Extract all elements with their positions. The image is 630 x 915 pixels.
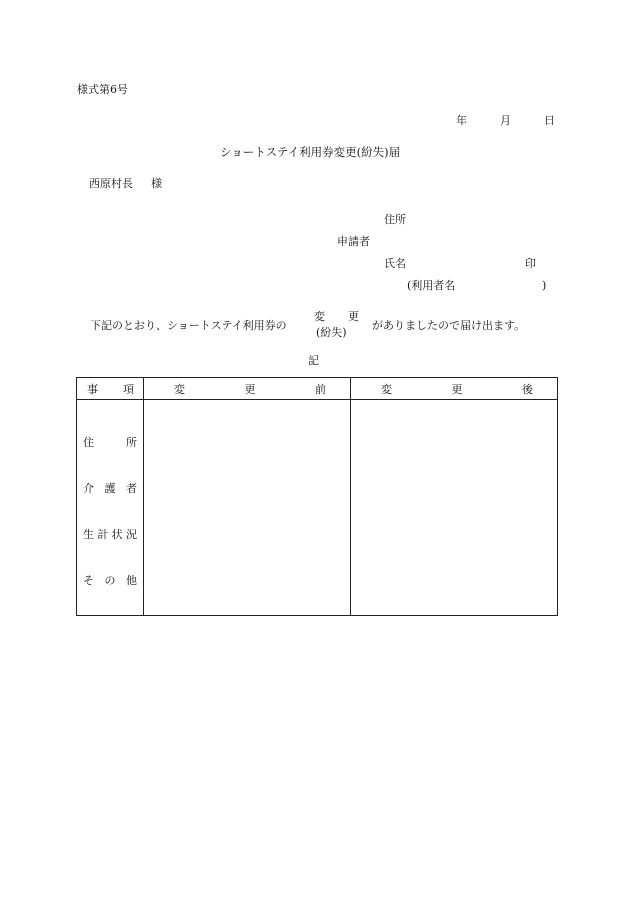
header-after-char: 後	[522, 382, 533, 396]
item-char: 況	[125, 528, 137, 541]
page-title: ショートステイ利用券変更(紛失)届	[220, 145, 401, 159]
item-livelihood	[83, 526, 137, 542]
date-month-label: 月	[500, 114, 511, 127]
name-label: 氏名	[384, 257, 406, 270]
note-heading: 記	[308, 354, 319, 367]
seal-mark: 印	[525, 257, 536, 270]
header-after-char: 変	[381, 382, 392, 396]
header-before-char: 更	[244, 382, 256, 396]
header-after	[351, 378, 558, 400]
statement-option-lost: (紛失)	[316, 326, 347, 339]
user-name-open: (利用者名	[407, 279, 456, 292]
item-char: 所	[126, 436, 137, 449]
item-char: 住	[83, 436, 94, 449]
item-char: 護	[104, 482, 116, 495]
item-char: 他	[126, 574, 137, 587]
item-char: 者	[126, 482, 137, 495]
change-record-table	[76, 377, 558, 616]
item-address	[83, 434, 137, 450]
header-before	[144, 378, 351, 400]
item-char: 介	[83, 482, 94, 495]
date-year-label: 年	[456, 114, 467, 127]
statement-option-change-1: 変	[314, 310, 325, 323]
addressee-name: 西原村長	[89, 177, 133, 190]
statement-prefix: 下記のとおり、ショートステイ利用券の	[90, 319, 287, 332]
applicant-role-label: 申請者	[337, 235, 370, 248]
item-caregiver	[83, 480, 137, 496]
after-column-cell[interactable]	[351, 400, 558, 616]
table-body-row	[77, 400, 558, 616]
header-item-char: 事	[87, 382, 98, 396]
item-column	[77, 400, 144, 616]
item-char: の	[104, 574, 116, 587]
before-column-cell[interactable]	[144, 400, 351, 616]
header-before-char: 変	[174, 382, 185, 396]
item-char: 計	[97, 528, 109, 541]
date-line	[456, 115, 555, 126]
item-other	[83, 572, 137, 588]
item-char: そ	[83, 574, 94, 587]
header-item	[77, 378, 144, 400]
statement-option-change-2: 更	[348, 310, 359, 323]
statement-suffix: がありましたので届け出ます。	[372, 319, 526, 332]
header-item-char: 項	[123, 382, 134, 396]
item-char: 状	[111, 528, 123, 541]
date-day-label: 日	[544, 114, 555, 127]
address-label: 住所	[384, 213, 406, 226]
header-after-char: 更	[451, 382, 463, 396]
table-header-row	[77, 378, 558, 400]
header-before-char: 前	[315, 382, 326, 396]
user-name-close: )	[542, 279, 547, 292]
addressee	[89, 178, 162, 189]
item-char: 生	[83, 528, 94, 541]
addressee-honorific: 様	[151, 177, 162, 190]
form-number: 様式第6号	[77, 83, 128, 96]
